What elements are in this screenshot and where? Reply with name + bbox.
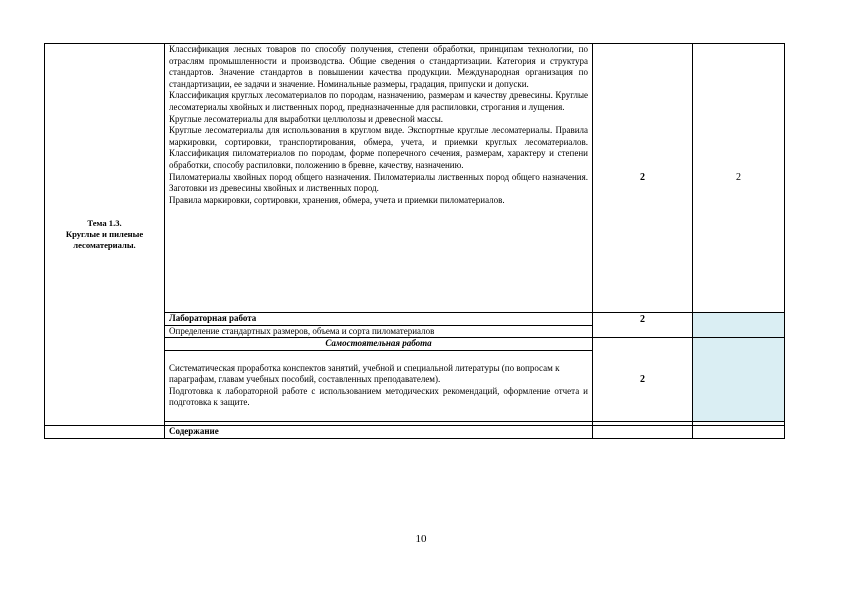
topic-title-line1: Круглые и пиленые [65, 228, 144, 239]
page-number: 10 [415, 533, 427, 545]
curriculum-table [44, 43, 785, 439]
topic-title-line2: лесоматериалы. [73, 239, 136, 250]
content-cell [165, 44, 593, 313]
next-section-row [45, 425, 785, 438]
content-paragraph: Круглые лесоматериалы для использования в круглом виде. Экспортные круглые лесоматериалы. Правила маркировки, сортировки, транспортирования, обмера, учета, и приемки круглых лесоматериалов. Классификация пиломатериалов по породам, форме поперечного сечения, размерам, характеру и степени обработки, способу распиловки, положению в бревне, качеству, назначению. [169, 125, 588, 170]
self-study-heading: Самостоятельная работа [165, 338, 593, 351]
topic-number: Тема 1.3. [87, 217, 122, 228]
content-hours: 2 [593, 44, 693, 313]
self-study-hours: 2 [593, 338, 693, 422]
lab-level-cell [693, 313, 785, 338]
self-study-content [165, 350, 593, 421]
content-row [45, 44, 785, 313]
lab-hours: 2 [593, 313, 693, 338]
self-study-paragraph: Подготовка к лабораторной работе с использованием методических рекомендаций, оформление отчета и подготовка к защите. [169, 385, 588, 408]
lab-heading: Лабораторная работа [165, 313, 593, 326]
content-paragraph: Классификация лесных товаров по способу получения, степени обработки, принципам технологии, по отраслям промышленности и производства. Общие сведения о стандартизации. Категория и структура стандартов. Значение стандартов в повышении качества продукции. Международная организация по стандартизации, ее задачи и значение. Номинальные размеры, градация, припуски и допуски. [169, 44, 588, 89]
next-topic-cell [45, 425, 165, 438]
next-hours-cell [593, 425, 693, 438]
content-paragraph: Правила маркировки, сортировки, хранения, обмера, учета и приемки пиломатериалов. [169, 194, 505, 205]
next-level-cell [693, 425, 785, 438]
topic-cell [45, 44, 165, 426]
lab-item: Определение стандартных размеров, объема и сорта пиломатериалов [165, 325, 593, 338]
content-paragraph: Пиломатериалы хвойных пород общего назначения. Пиломатериалы лиственных пород общего назначения. Заготовки из древесины хвойных и лиственных пород. [169, 171, 588, 194]
content-level: 2 [693, 44, 785, 313]
next-section-heading: Содержание [165, 425, 593, 438]
content-paragraph: Классификация круглых лесоматериалов по породам, назначению, размерам и качеству древесины. Круглые лесоматериалы хвойных и лиственных пород, предназначенные для распиловки, строгания и лущения. [169, 90, 588, 112]
self-study-level-cell [693, 338, 785, 422]
content-paragraph: Круглые лесоматериалы для выработки целлюлозы и древесной массы. [169, 113, 444, 124]
self-study-paragraph: Систематическая проработка конспектов занятий, учебной и специальной литературы (по вопросам к параграфам, главам учебных пособий, составленных преподавателем). [169, 362, 560, 385]
